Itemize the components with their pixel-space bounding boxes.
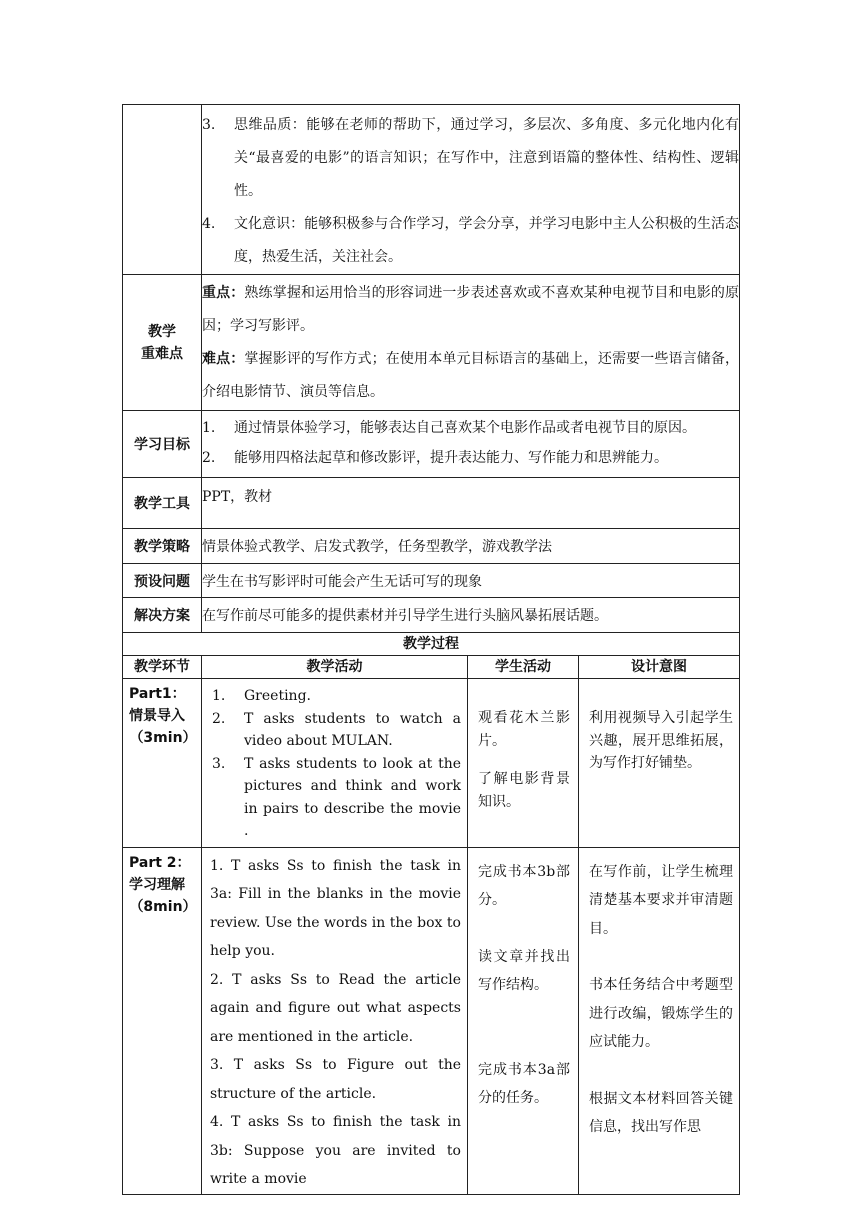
part1-intent: 利用视频导入引起学生兴趣，展开思维拓展，为写作打好铺垫。 [579,679,740,848]
tools-row [123,478,740,529]
strategy-row [123,529,740,564]
tools-value: PPT，教材 [202,478,740,529]
problems-value: 学生在书写影评时可能会产生无话可写的现象 [202,564,740,598]
part1-label: Part1： 情景导入 （3min） [123,679,202,848]
tools-label: 教学工具 [123,478,202,529]
solutions-row [123,598,740,633]
activity-item: 1. T asks Ss to finish the task in 3a: Fill in the blanks in the movie review. Use the words in the box to help you. [210,857,461,959]
part1-activities [202,679,468,848]
header-teaching-activity: 教学活动 [202,656,468,679]
key-points-label: 教学 重难点 [123,275,202,411]
key-points-cell [202,275,740,411]
activity-item: 3. T asks students to look at the pictures and think and work in pairs to describe the movie . [212,755,461,839]
part2-row [123,847,740,1194]
goal-item: 2. 能够用四格法起草和修改影评，提升表达能力、写作能力和思辨能力。 [202,450,668,466]
learning-goals-row [123,411,740,478]
process-title: 教学过程 [123,633,740,656]
activity-item: 3. T asks Ss to Figure out the structure of the article. [210,1057,461,1102]
strategy-label: 教学策略 [123,529,202,564]
solutions-value: 在写作前尽可能多的提供素材并引导学生进行头脑风暴拓展话题。 [202,598,740,633]
part2-label: Part 2： 学习理解 （8min） [123,847,202,1194]
problems-label: 预设问题 [123,564,202,598]
objective-item: 3. 思维品质：能够在老师的帮助下，通过学习，多层次、多角度、多元化地内化有关“最喜爱的电影”的语言知识；在写作中，注意到语篇的整体性、结构性、逻辑性。 [202,117,740,199]
key-points-row [123,275,740,411]
goal-item: 1. 通过情景体验学习，能够表达自己喜欢某个电影作品或者电视节目的原因。 [202,420,696,436]
header-student-activity: 学生活动 [468,656,579,679]
difficulty-paragraph: 难点：掌握影评的写作方式；在使用本单元目标语言的基础上，还需要一些语言储备，介绍电影情节、演员等信息。 [202,351,740,400]
empty-label-cell [123,105,202,275]
process-title-row [123,633,740,656]
learning-goals-cell [202,411,740,478]
strategy-value: 情景体验式教学、启发式教学，任务型教学，游戏教学法 [202,529,740,564]
learning-goals-label: 学习目标 [123,411,202,478]
problems-row [123,564,740,598]
part2-student: 完成书本3b部分。 读文章并找出写作结构。 完成书本3a部分的任务。 [468,847,579,1194]
lesson-plan-table [122,104,740,1195]
activity-item: 2. T asks Ss to Read the article again and figure out what aspects are mentioned in the article. [210,971,461,1045]
objectives-continued-row [123,105,740,275]
activity-item: 2. T asks students to watch a video about MULAN. [212,710,461,749]
header-design-intent: 设计意图 [579,656,740,679]
part2-activities [202,847,468,1194]
part1-row [123,679,740,848]
focus-paragraph: 重点：熟练掌握和运用恰当的形容词进一步表述喜欢或不喜欢某种电视节目和电影的原因；学习写影评。 [202,285,740,334]
objectives-cell [202,105,740,275]
objective-item: 4. 文化意识：能够积极参与合作学习，学会分享，并学习电影中主人公积极的生活态度，热爱生活，关注社会。 [202,216,740,265]
part1-student: 观看花木兰影片。 了解电影背景知识。 [468,679,579,848]
process-header-row [123,656,740,679]
activity-item: 1. Greeting. [212,688,311,704]
solutions-label: 解决方案 [123,598,202,633]
part2-intent: 在写作前，让学生梳理清楚基本要求并审清题目。 书本任务结合中考题型进行改编，锻炼学生的应试能力。 根据文本材料回答关键信息，找出写作思 [579,847,740,1194]
activity-item: 4. T asks Ss to finish the task in 3b: Suppose you are invited to write a movie [210,1114,461,1187]
header-stage: 教学环节 [123,656,202,679]
